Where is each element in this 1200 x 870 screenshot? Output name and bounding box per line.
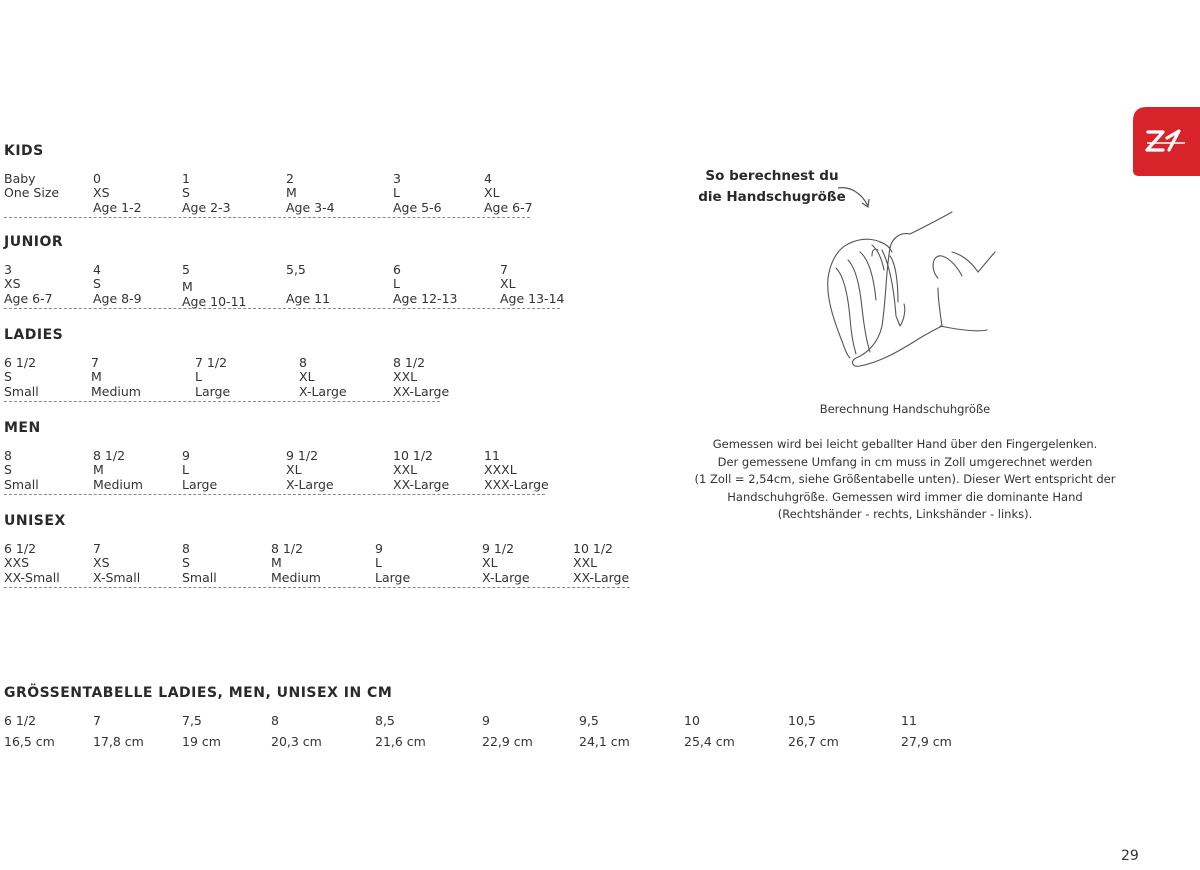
size-number: 8 1/2 — [93, 448, 126, 463]
size-letter: L — [375, 555, 382, 571]
cm-size-cell: 9,5 — [579, 713, 599, 728]
cm-size-cell: 8 — [271, 713, 279, 728]
cm-size-cell: 11 — [901, 713, 917, 728]
size-number: 8 1/2 — [393, 355, 426, 370]
size-column — [182, 263, 246, 309]
cm-value-cell: 26,7 cm — [788, 734, 839, 749]
size-number: 10 1/2 — [573, 541, 613, 556]
description-line: (1 Zoll = 2,54cm, siehe Größentabelle unten). Dieser Wert entspricht der — [694, 472, 1116, 486]
size-number: 8 — [4, 448, 12, 463]
size-letter: XXL — [393, 462, 418, 478]
cm-value-cell: 19 cm — [182, 734, 221, 749]
size-column — [195, 356, 230, 399]
size-label: XXX-Large — [484, 476, 549, 492]
cm-size-cell: 7,5 — [182, 713, 202, 728]
brand-tab-shape — [1133, 107, 1200, 176]
cm-conversion-table — [4, 713, 964, 753]
size-letter: S — [182, 555, 190, 571]
size-number: 8 — [182, 541, 190, 556]
size-number: 8 1/2 — [271, 541, 304, 556]
size-column — [393, 356, 449, 399]
size-number: 8 — [299, 355, 307, 370]
cm-table-title: GRÖSSENTABELLE LADIES, MEN, UNISEX IN CM — [4, 685, 393, 701]
description-line: Der gemessene Umfang in cm muss in Zoll umgerechnet werden — [717, 454, 1093, 469]
size-label: Large — [195, 383, 231, 399]
cm-size-cell: 6 1/2 — [4, 713, 37, 728]
cm-value-cell: 20,3 cm — [271, 734, 322, 749]
size-number: 9 — [182, 448, 190, 463]
size-label: X-Large — [299, 383, 347, 399]
size-letter: L — [182, 462, 189, 478]
size-label: Age 3-4 — [286, 199, 335, 215]
section-divider — [4, 217, 530, 218]
size-label: Age 2-3 — [182, 199, 231, 215]
size-column — [182, 449, 217, 492]
size-column — [375, 542, 410, 585]
size-column — [93, 172, 142, 215]
size-label: X-Large — [482, 569, 530, 585]
size-label: Small — [182, 569, 217, 585]
size-table-junior — [4, 263, 564, 307]
size-label: Age 5-6 — [393, 199, 442, 215]
size-label: Age 13-14 — [500, 290, 565, 306]
size-column — [484, 172, 533, 215]
size-label: Large — [375, 569, 411, 585]
size-number: 3 — [4, 262, 12, 277]
size-letter: M — [93, 462, 104, 478]
size-column — [299, 356, 347, 399]
size-number: 11 — [484, 448, 500, 463]
section-divider — [4, 308, 560, 309]
size-column — [286, 172, 335, 215]
section-title-junior: JUNIOR — [4, 234, 64, 250]
size-number: 4 — [93, 262, 101, 277]
size-label: Small — [4, 383, 39, 399]
section-divider — [4, 587, 630, 588]
size-column — [500, 263, 564, 306]
section-title-unisex: UNISEX — [4, 513, 66, 529]
section-divider — [4, 494, 545, 495]
size-column — [4, 356, 39, 399]
size-number: 9 1/2 — [482, 541, 515, 556]
size-table-ladies — [4, 355, 450, 400]
size-number: 1 — [182, 171, 190, 186]
size-label: Age 11 — [286, 290, 331, 306]
size-column — [182, 172, 231, 215]
section-title-kids: KIDS — [4, 143, 44, 159]
size-letter: XXS — [4, 555, 30, 571]
size-column — [286, 449, 334, 492]
section-title-men: MEN — [4, 420, 41, 436]
measurement-description — [640, 436, 1170, 524]
size-label: Small — [4, 476, 39, 492]
size-column — [93, 449, 143, 492]
size-number: 2 — [286, 171, 294, 186]
size-label: Medium — [91, 383, 141, 399]
measurement-heading — [692, 166, 852, 208]
size-number: 3 — [393, 171, 401, 186]
size-label: Age 1-2 — [93, 199, 142, 215]
size-number: 7 — [91, 355, 99, 370]
size-letter: XL — [482, 555, 498, 571]
cm-size-cell: 8,5 — [375, 713, 395, 728]
size-label: Age 12-13 — [393, 290, 458, 306]
size-number: 0 — [93, 171, 101, 186]
size-table-kids — [4, 172, 534, 216]
size-letter: S — [93, 276, 101, 292]
size-letter — [286, 277, 330, 291]
size-letter: XS — [4, 276, 21, 292]
size-label: XX-Large — [573, 569, 630, 585]
size-column — [573, 542, 629, 585]
size-label: Medium — [93, 476, 143, 492]
size-letter: L — [195, 369, 202, 385]
size-column — [4, 172, 59, 201]
cm-value-cell: 24,1 cm — [579, 734, 630, 749]
size-number: 6 — [393, 262, 401, 277]
cm-size-cell: 9 — [482, 713, 490, 728]
size-letter: XS — [93, 555, 110, 571]
size-label: X-Large — [286, 476, 334, 492]
size-column — [271, 542, 321, 585]
size-letter: S — [4, 462, 12, 478]
size-label: Medium — [271, 569, 321, 585]
size-table-men — [4, 449, 549, 493]
cm-size-cell: 10,5 — [788, 713, 816, 728]
size-letter: XL — [299, 369, 315, 385]
page-number: 29 — [1121, 848, 1139, 864]
size-letter: Baby — [4, 171, 36, 186]
size-column — [182, 542, 217, 585]
size-label: Age 6-7 — [4, 290, 53, 306]
size-column — [393, 263, 457, 306]
description-line: Gemessen wird bei leicht geballter Hand über den Fingergelenken. — [712, 437, 1098, 451]
size-label: X-Small — [93, 569, 141, 585]
size-label: XX-Large — [393, 383, 450, 399]
size-number: 4 — [484, 171, 492, 186]
size-number: 5 — [182, 262, 190, 277]
size-number: 7 — [500, 262, 508, 277]
size-letter: S — [4, 369, 12, 385]
heading-line: die Handschugröße — [698, 189, 846, 205]
size-letter: XL — [484, 185, 500, 201]
size-column — [4, 263, 53, 306]
size-letter: L — [393, 185, 400, 201]
size-letter: XL — [286, 462, 302, 478]
size-column — [393, 449, 449, 492]
cm-value-cell: 27,9 cm — [901, 734, 952, 749]
measurement-caption: Berechnung Handschuhgröße — [819, 402, 991, 416]
measurement-info — [640, 160, 1170, 540]
section-divider — [4, 401, 440, 402]
size-number: 9 1/2 — [286, 448, 319, 463]
brand-logo-icon — [1133, 107, 1200, 176]
size-number: 7 1/2 — [195, 355, 228, 370]
size-letter: M — [91, 369, 102, 385]
cm-size-cell: 10 — [684, 713, 700, 728]
size-letter: M — [271, 555, 282, 571]
description-line: (Rechtshänder - rechts, Linkshänder - links). — [777, 507, 1033, 521]
size-letter: S — [182, 185, 190, 201]
size-column — [482, 542, 530, 585]
cm-value-cell: 16,5 cm — [4, 734, 55, 749]
cm-value-cell: 21,6 cm — [375, 734, 426, 749]
size-letter: XXXL — [484, 462, 517, 478]
size-number: 7 — [93, 541, 101, 556]
size-number: 6 1/2 — [4, 355, 37, 370]
size-label: One Size — [4, 185, 60, 201]
size-label: Age 10-11 — [182, 293, 247, 309]
size-letter: L — [393, 276, 400, 292]
size-column — [93, 263, 142, 306]
size-label: XX-Large — [393, 476, 450, 492]
size-column — [91, 356, 141, 399]
size-column — [484, 449, 549, 492]
size-letter: XXL — [393, 369, 418, 385]
cm-value-cell: 22,9 cm — [482, 734, 533, 749]
size-column — [4, 449, 39, 492]
heading-line: So berechnest du — [705, 168, 839, 184]
cm-size-cell: 7 — [93, 713, 101, 728]
size-column — [393, 172, 442, 215]
size-number: 9 — [375, 541, 383, 556]
size-letter: XL — [500, 276, 516, 292]
description-line: Handschuhgröße. Gemessen wird immer die dominante Hand — [727, 489, 1083, 504]
size-table-unisex — [4, 542, 634, 586]
size-label: Large — [182, 476, 218, 492]
hand-measurement-illustration — [820, 208, 1000, 373]
size-letter: M — [182, 279, 193, 295]
cm-value-cell: 17,8 cm — [93, 734, 144, 749]
size-label: XX-Small — [4, 569, 60, 585]
size-label: Age 6-7 — [484, 199, 533, 215]
size-column — [286, 263, 330, 306]
size-column — [93, 542, 140, 585]
size-label: Age 8-9 — [93, 290, 142, 306]
size-number: 10 1/2 — [393, 448, 433, 463]
section-title-ladies: LADIES — [4, 327, 64, 343]
cm-value-cell: 25,4 cm — [684, 734, 735, 749]
size-number: 6 1/2 — [4, 541, 37, 556]
size-letter: XS — [93, 185, 110, 201]
size-letter: M — [286, 185, 297, 201]
size-letter: XXL — [573, 555, 598, 571]
size-column — [4, 542, 60, 585]
size-number: 5,5 — [286, 262, 306, 277]
